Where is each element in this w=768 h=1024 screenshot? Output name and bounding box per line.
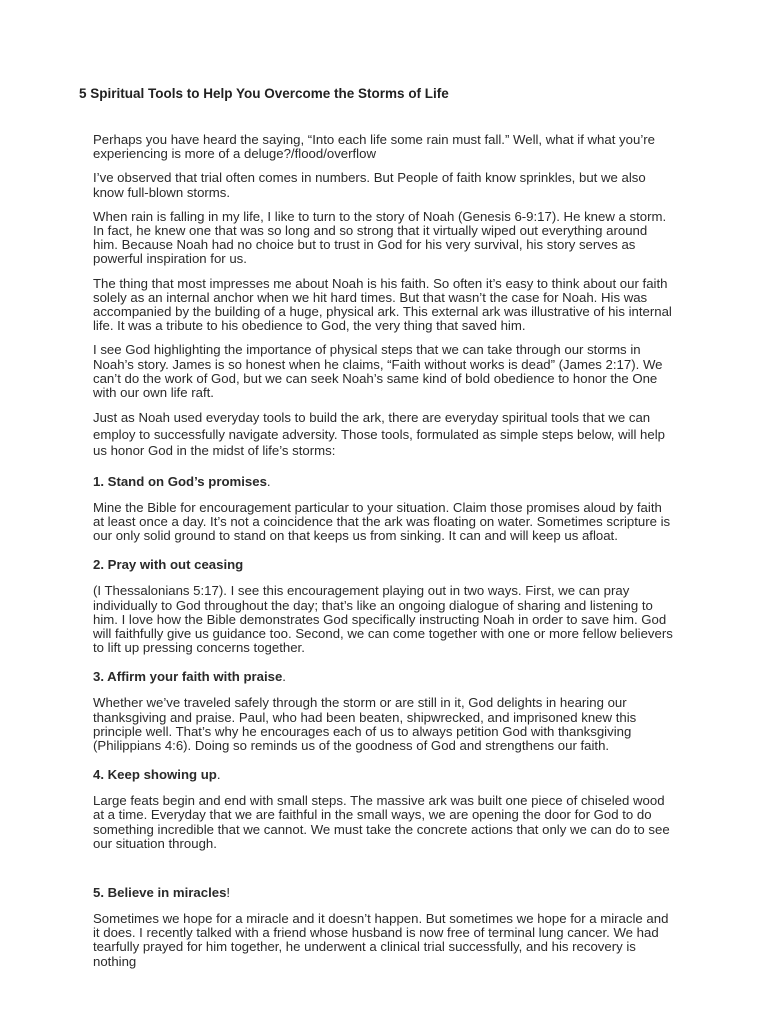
paragraph-everyday-tools: Just as Noah used everyday tools to build the ark, there are everyday spiritual tools that we can employ to successfully navigate adversity. Those tools, formulated as simple steps below, will help us honor God in the midst of life’s storms: [93,410,665,459]
tool-5-title: 5. Believe in miracles [93,885,227,900]
document-title: 5 Spiritual Tools to Help You Overcome the Storms of Life [79,86,449,101]
paragraph-physical-steps: I see God highlighting the importance of physical steps that we can take through our storms in Noah’s story. James is so honest when he claims, “Faith without works is dead” (James 2:17). We can’t do the work of God, but we can seek Noah’s same kind of bold obedience to honor the One with our own life raft. [93,342,663,401]
tool-3-title: 3. Affirm your faith with praise [93,669,283,685]
paragraph-noah-story: When rain is falling in my life, I like to turn to the story of Noah (Genesis 6-9:17). He knew a storm. In fact, he knew one that was so long and so strong that it virtually wiped out everything around him. Because Noah had no choice but to trust in God for his very survival, his story serves as powerful inspiration for us. [93,208,667,267]
tool-4-heading [93,767,673,782]
tool-5-suffix: ! [226,885,231,900]
tool-1-heading [93,474,673,489]
tool-2-body: (I Thessalonians 5:17). I see this encouragement playing out in two ways. First, we can pray individually to God throughout the day; that’s like an ongoing dialogue of sharing and listening to him. I love how the Bible demonstrates God specifically instructing Noah in order to save him. God will faithfully give us guidance too. Second, we can come together with one or more fellow believers to lift up pressing concerns together. [93,583,673,656]
tool-5-heading [93,885,673,900]
paragraph-noah-faith: The thing that most impresses me about Noah is his faith. So often it’s easy to think about our faith solely as an internal anchor when we hit hard times. But that wasn’t the case for Noah. His was accompanied by the building of a huge, physical ark. This external ark was illustrative of his internal life. It was a tribute to his obedience to God, the very thing that saved him. [93,275,672,334]
tool-4-title: 4. Keep showing up [93,767,217,783]
tool-3-body: Whether we’ve traveled safely through the storm or are still in it, God delights in hearing our thanksgiving and praise. Paul, who had been beaten, shipwrecked, and imprisoned knew this principle well. That’s why he encourages each of us to always petition God with thanksgiving (Philippians 4:6). Doing so reminds us of the goodness of God and strengthens our faith. [93,695,637,753]
tool-2-title: 2. Pray with out ceasing [93,557,244,573]
tool-4-suffix: . [216,767,221,783]
tool-4-body: Large feats begin and end with small steps. The massive ark was built one piece of chiseled wood at a time. Everyday that we are faithful in the small ways, we are opening the door for God to do something incredible that we cannot. We must take the concrete actions that only we can do to see our situation through. [93,793,670,851]
tool-1-body: Mine the Bible for encouragement particular to your situation. Claim those promises aloud by faith at least once a day. It’s not a coincidence that the ark was floating on water. Sometimes scripture is our only solid ground to stand on that keeps us from sinking. It can and will keep us afloat. [93,499,671,544]
tool-3-heading [93,669,673,684]
tool-2-heading [93,557,673,572]
tool-5-body: Sometimes we hope for a miracle and it doesn’t happen. But sometimes we hope for a miracle and it does. I recently talked with a friend whose husband is now free of terminal lung cancer. We had tearfully prayed for him together, he underwent a clinical trial successfully, and his recovery is nothing [93,911,669,969]
tool-1-suffix: . [266,473,271,489]
paragraph-trials: I’ve observed that trial often comes in numbers. But People of faith know sprinkles, but we also know full-blown storms. [93,170,646,200]
tool-1-title: 1. Stand on God’s promises [93,473,267,489]
document-body [93,133,673,979]
tool-3-suffix: . [282,669,286,685]
paragraph-intro: Perhaps you have heard the saying, “Into each life some rain must fall.” Well, what if what you’re experiencing is more of a deluge?/flood/overflow [93,132,655,162]
